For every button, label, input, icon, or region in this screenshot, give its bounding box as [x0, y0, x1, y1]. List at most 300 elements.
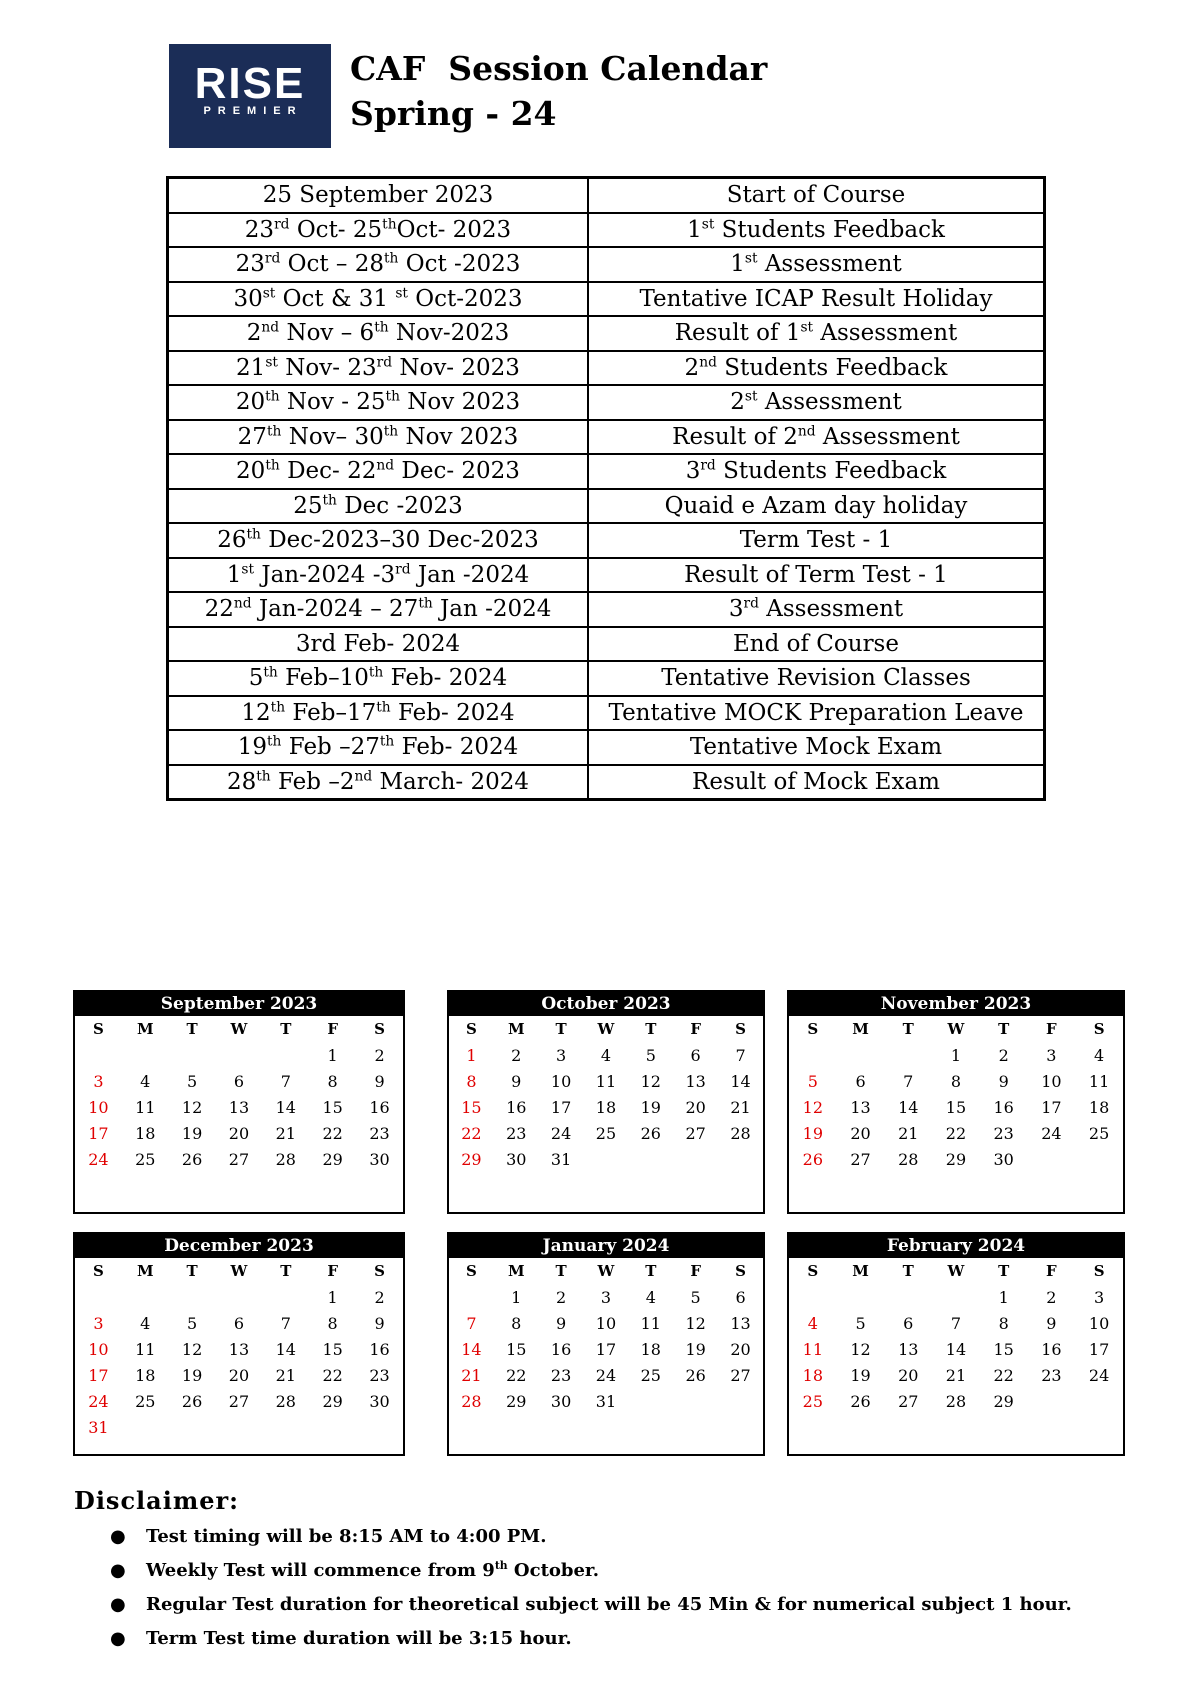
calendar-day [216, 1284, 263, 1310]
calendar-day: 3 [1046, 1045, 1057, 1065]
calendar-day [932, 1284, 980, 1310]
weekday-header: W [597, 1020, 615, 1038]
calendar-day: 17 [1041, 1097, 1062, 1117]
calendar-day: 28 [898, 1149, 919, 1169]
calendar-day: 13 [228, 1097, 250, 1117]
calendar-day [122, 1414, 169, 1440]
calendar-day: 1 [998, 1287, 1009, 1307]
weekday-header: T [280, 1020, 292, 1038]
calendar-week [449, 1094, 763, 1120]
calendar-day: 8 [998, 1313, 1009, 1333]
calendar-day [718, 1388, 763, 1414]
calendar-day: 11 [1088, 1071, 1110, 1091]
calendar-day: 18 [640, 1339, 661, 1359]
bullet-icon: ● [110, 1526, 126, 1547]
calendar-day: 3 [1094, 1287, 1105, 1307]
calendar-day: 12 [640, 1071, 661, 1091]
calendar-day [169, 1042, 216, 1068]
calendar-day: 11 [135, 1339, 156, 1359]
calendar-day: 1 [327, 1045, 338, 1065]
calendar-day [884, 1284, 932, 1310]
schedule-date: 27th Nov– 30th Nov 2023 [168, 420, 589, 455]
weekday-header: T [902, 1020, 914, 1038]
calendar-day [1028, 1388, 1076, 1414]
calendar-day [789, 1284, 837, 1310]
calendar-day: 6 [233, 1313, 245, 1333]
disclaimer-item: ● Test timing will be 8:15 AM to 4:00 PM. [146, 1520, 1072, 1554]
calendar-day: 25 [1088, 1123, 1110, 1143]
calendar-day: 19 [640, 1097, 661, 1117]
schedule-date: 12th Feb–17th Feb- 2024 [168, 696, 589, 731]
calendar-day: 18 [1088, 1097, 1110, 1117]
disclaimer-list [98, 1520, 1072, 1656]
calendar-day: 17 [88, 1365, 109, 1385]
month-calendar-title: January 2024 [449, 1234, 763, 1258]
schedule-row [168, 592, 1045, 627]
calendar-day: 26 [850, 1391, 871, 1411]
weekday-header: W [230, 1020, 248, 1038]
schedule-event: 1st Assessment [588, 247, 1045, 282]
schedule-event: Tentative ICAP Result Holiday [588, 282, 1045, 317]
schedule-event: Tentative MOCK Preparation Leave [588, 696, 1045, 731]
schedule-event: 3rd Students Feedback [588, 454, 1045, 489]
schedule-row [168, 696, 1045, 731]
calendar-week [75, 1388, 403, 1414]
calendar-week [449, 1388, 763, 1414]
calendar-day: 2 [556, 1287, 567, 1307]
calendar-day: 30 [550, 1391, 572, 1411]
calendar-week [75, 1414, 403, 1440]
calendar-day: 11 [640, 1313, 661, 1333]
calendar-day: 9 [374, 1313, 385, 1333]
month-calendar [73, 990, 405, 1214]
calendar-day: 4 [1094, 1045, 1105, 1065]
calendar-week [75, 1336, 403, 1362]
calendar-day: 25 [802, 1391, 824, 1411]
weekday-header: W [947, 1020, 965, 1038]
month-calendar [73, 1232, 405, 1456]
schedule-event: Result of 2nd Assessment [588, 420, 1045, 455]
calendar-week [75, 1042, 403, 1068]
schedule-row [168, 454, 1045, 489]
calendar-day: 25 [595, 1123, 617, 1143]
disclaimer-item: ● Weekly Test will commence from 9th October. [146, 1554, 1072, 1588]
schedule-row [168, 213, 1045, 248]
calendar-day: 5 [187, 1313, 198, 1333]
calendar-week [449, 1146, 763, 1172]
weekday-header: S [1093, 1262, 1105, 1280]
weekday-header: S [807, 1020, 819, 1038]
weekday-header: S [374, 1262, 385, 1280]
calendar-day: 11 [802, 1339, 824, 1359]
weekday-header: S [374, 1020, 385, 1038]
calendar-day: 27 [850, 1149, 871, 1169]
calendar-day: 27 [228, 1149, 250, 1169]
month-calendar [447, 1232, 765, 1456]
schedule-row [168, 316, 1045, 351]
weekday-header: S [1093, 1020, 1105, 1038]
calendar-day: 16 [369, 1097, 390, 1117]
calendar-day: 23 [550, 1365, 572, 1385]
month-calendar-title: October 2023 [449, 992, 763, 1016]
weekday-header: S [735, 1020, 746, 1038]
calendar-day: 30 [369, 1149, 390, 1169]
schedule-row [168, 489, 1045, 524]
schedule-date: 21st Nov- 23rd Nov- 2023 [168, 351, 589, 386]
calendar-day: 13 [685, 1071, 706, 1091]
calendar-day: 6 [690, 1045, 701, 1065]
calendar-day: 10 [88, 1097, 109, 1117]
schedule-event: End of Course [588, 627, 1045, 662]
schedule-date: 23rd Oct- 25thOct- 2023 [168, 213, 589, 248]
calendar-day: 26 [181, 1149, 203, 1169]
calendar-day: 18 [595, 1097, 617, 1117]
calendar-day: 3 [556, 1045, 567, 1065]
calendar-day: 28 [730, 1123, 751, 1143]
calendar-day: 4 [140, 1071, 151, 1091]
schedule-date: 1st Jan-2024 -3rd Jan -2024 [168, 558, 589, 593]
weekday-header: S [735, 1262, 746, 1280]
calendar-day: 25 [135, 1149, 156, 1169]
calendar-day: 24 [88, 1391, 109, 1411]
calendar-day: 15 [461, 1097, 482, 1117]
page-title [350, 46, 767, 136]
calendar-week [449, 1042, 763, 1068]
calendar-day [1075, 1146, 1123, 1172]
calendar-day: 1 [466, 1045, 477, 1065]
calendar-day [673, 1388, 718, 1414]
weekday-header: S [807, 1262, 819, 1280]
calendar-day: 1 [950, 1045, 962, 1065]
calendar-week [449, 1336, 763, 1362]
schedule-date: 3rd Feb- 2024 [168, 627, 589, 662]
calendar-day [309, 1414, 356, 1440]
calendar-day: 22 [322, 1123, 343, 1143]
calendar-day: 17 [1088, 1339, 1110, 1359]
calendar-day: 4 [140, 1313, 151, 1333]
schedule-date: 22nd Jan-2024 – 27th Jan -2024 [168, 592, 589, 627]
calendar-day [1075, 1388, 1123, 1414]
calendar-day: 24 [1088, 1365, 1110, 1385]
calendar-day: 18 [802, 1365, 824, 1385]
schedule-date: 25th Dec -2023 [168, 489, 589, 524]
weekday-header: S [466, 1262, 477, 1280]
calendar-day: 9 [998, 1071, 1009, 1091]
calendar-day [1028, 1146, 1076, 1172]
weekday-header: T [280, 1262, 292, 1280]
calendar-day: 12 [850, 1339, 871, 1359]
schedule-event: 2st Assessment [588, 385, 1045, 420]
schedule-date: 25 September 2023 [168, 178, 589, 213]
schedule-event: Result of Mock Exam [588, 765, 1045, 800]
calendar-day: 19 [802, 1123, 824, 1143]
weekday-header: T [645, 1262, 657, 1280]
schedule-date: 5th Feb–10th Feb- 2024 [168, 661, 589, 696]
calendar-day: 31 [595, 1391, 617, 1411]
calendar-day: 22 [945, 1123, 967, 1143]
calendar-day: 9 [374, 1071, 385, 1091]
weekday-header: W [230, 1262, 248, 1280]
calendar-day: 19 [181, 1123, 203, 1143]
calendar-day: 14 [275, 1339, 296, 1359]
schedule-date: 19th Feb –27th Feb- 2024 [168, 730, 589, 765]
weekday-header: T [902, 1262, 914, 1280]
calendar-day: 28 [275, 1149, 296, 1169]
calendar-day: 5 [807, 1071, 818, 1091]
bullet-icon: ● [110, 1560, 126, 1581]
title-line-1: CAF Session Calendar [350, 49, 768, 88]
weekday-header: M [507, 1020, 525, 1038]
calendar-day: 23 [506, 1123, 527, 1143]
schedule-row [168, 765, 1045, 800]
calendar-day: 9 [1046, 1313, 1057, 1333]
calendar-week [75, 1068, 403, 1094]
calendar-day: 23 [1041, 1365, 1062, 1385]
weekday-header: S [93, 1020, 104, 1038]
calendar-day [122, 1042, 169, 1068]
calendar-week [449, 1068, 763, 1094]
calendar-day: 6 [233, 1071, 245, 1091]
calendar-day: 23 [369, 1123, 390, 1143]
calendar-day: 27 [898, 1391, 919, 1411]
calendar-day: 29 [993, 1391, 1014, 1411]
schedule-date: 28th Feb –2nd March- 2024 [168, 765, 589, 800]
calendar-day: 14 [275, 1097, 296, 1117]
schedule-event: 1st Students Feedback [588, 213, 1045, 248]
calendar-day: 8 [950, 1071, 962, 1091]
calendar-day: 3 [93, 1313, 104, 1333]
calendar-day: 30 [506, 1149, 527, 1169]
calendar-day [262, 1414, 309, 1440]
calendar-week [75, 1310, 403, 1336]
calendar-day: 24 [88, 1149, 109, 1169]
calendar-day: 7 [280, 1313, 291, 1333]
logo-main-text: RISE [194, 59, 306, 108]
calendar-day: 14 [898, 1097, 919, 1117]
calendar-week [449, 1310, 763, 1336]
calendar-day [884, 1042, 932, 1068]
calendar-day: 27 [685, 1123, 706, 1143]
calendar-day: 28 [945, 1391, 967, 1411]
calendar-day: 15 [322, 1097, 343, 1117]
calendar-day [122, 1284, 169, 1310]
calendar-day: 21 [461, 1365, 482, 1385]
calendar-day: 21 [945, 1365, 967, 1385]
calendar-day: 14 [945, 1339, 967, 1359]
calendar-day: 12 [802, 1097, 824, 1117]
calendar-day [584, 1146, 629, 1172]
weekday-header: S [466, 1020, 477, 1038]
calendar-day: 21 [898, 1123, 919, 1143]
calendar-day [262, 1042, 309, 1068]
schedule-row [168, 385, 1045, 420]
rise-premier-logo [169, 44, 331, 148]
calendar-day: 26 [181, 1391, 203, 1411]
bullet-icon: ● [110, 1594, 126, 1615]
weekday-header: T [186, 1020, 198, 1038]
calendar-day [262, 1284, 309, 1310]
calendar-day: 5 [187, 1071, 198, 1091]
month-calendar-title: September 2023 [75, 992, 403, 1016]
calendar-day: 15 [506, 1339, 527, 1359]
calendar-day: 12 [181, 1339, 203, 1359]
weekday-header: F [327, 1020, 338, 1038]
calendar-day: 22 [461, 1123, 482, 1143]
schedule-row [168, 178, 1045, 213]
calendar-day: 10 [1088, 1313, 1110, 1333]
calendar-day: 17 [550, 1097, 572, 1117]
calendar-week [75, 1362, 403, 1388]
weekday-header: F [327, 1262, 338, 1280]
calendar-day: 13 [898, 1339, 919, 1359]
calendar-week [449, 1120, 763, 1146]
schedule-table [166, 176, 1046, 801]
calendar-week [789, 1388, 1123, 1414]
calendar-day [356, 1414, 403, 1440]
schedule-event: Result of Term Test - 1 [588, 558, 1045, 593]
calendar-day: 5 [645, 1045, 656, 1065]
calendar-day: 9 [511, 1071, 522, 1091]
calendar-day: 2 [1046, 1287, 1057, 1307]
calendar-day: 29 [945, 1149, 967, 1169]
calendar-week [449, 1284, 763, 1310]
calendar-day: 8 [466, 1071, 477, 1091]
calendar-day: 24 [595, 1365, 617, 1385]
disclaimer-title: Disclaimer: [74, 1486, 240, 1515]
calendar-day: 13 [228, 1339, 250, 1359]
title-line-2: Spring - 24 [350, 94, 557, 133]
weekday-header: W [597, 1262, 615, 1280]
schedule-event: Term Test - 1 [588, 523, 1045, 558]
calendar-day: 4 [600, 1045, 612, 1065]
weekday-header: T [186, 1262, 198, 1280]
calendar-week [789, 1284, 1123, 1310]
calendar-day: 20 [228, 1365, 250, 1385]
calendar-day: 16 [550, 1339, 572, 1359]
weekday-header: F [1046, 1262, 1057, 1280]
calendar-day [169, 1284, 216, 1310]
calendar-day [628, 1388, 673, 1414]
calendar-week [789, 1042, 1123, 1068]
calendar-day: 22 [506, 1365, 527, 1385]
schedule-row [168, 627, 1045, 662]
calendar-day: 10 [595, 1313, 617, 1333]
calendar-day [75, 1042, 122, 1068]
schedule-date: 23rd Oct – 28th Oct -2023 [168, 247, 589, 282]
weekday-header: F [1046, 1020, 1057, 1038]
schedule-row [168, 282, 1045, 317]
calendar-week [789, 1146, 1123, 1172]
calendar-day: 20 [685, 1097, 706, 1117]
calendar-week [449, 1362, 763, 1388]
schedule-date: 20th Nov - 25th Nov 2023 [168, 385, 589, 420]
weekday-header: T [998, 1020, 1010, 1038]
calendar-week [75, 1146, 403, 1172]
calendar-week [75, 1284, 403, 1310]
month-calendar [787, 1232, 1125, 1456]
calendar-day: 26 [640, 1123, 661, 1143]
calendar-day: 28 [275, 1391, 296, 1411]
disclaimer-item: ● Regular Test duration for theoretical subject will be 45 Min & for numerical subject 1 hour. [146, 1588, 1072, 1622]
calendar-day: 23 [993, 1123, 1014, 1143]
calendar-day: 21 [275, 1365, 296, 1385]
calendar-day: 16 [993, 1097, 1014, 1117]
calendar-day: 16 [369, 1339, 390, 1359]
calendar-week [75, 1120, 403, 1146]
schedule-event: Tentative Mock Exam [588, 730, 1045, 765]
calendar-day: 22 [993, 1365, 1014, 1385]
schedule-row [168, 523, 1045, 558]
calendar-day: 9 [556, 1313, 567, 1333]
calendar-day: 31 [88, 1417, 109, 1437]
calendar-day [75, 1284, 122, 1310]
calendar-day [837, 1042, 885, 1068]
schedule-event: 3rd Assessment [588, 592, 1045, 627]
calendar-day: 30 [993, 1149, 1014, 1169]
calendar-day: 10 [550, 1071, 572, 1091]
calendar-day: 2 [998, 1045, 1009, 1065]
calendar-day: 21 [275, 1123, 296, 1143]
calendar-week [789, 1120, 1123, 1146]
schedule-event: 2nd Students Feedback [588, 351, 1045, 386]
calendar-day: 18 [135, 1123, 156, 1143]
calendar-day [718, 1146, 763, 1172]
month-calendar-title: November 2023 [789, 992, 1123, 1016]
calendar-day: 10 [88, 1339, 109, 1359]
weekday-header: T [998, 1262, 1010, 1280]
calendar-day [169, 1414, 216, 1440]
calendar-day: 14 [730, 1071, 751, 1091]
calendar-day: 22 [322, 1365, 343, 1385]
calendar-day: 28 [461, 1391, 482, 1411]
schedule-event: Result of 1st Assessment [588, 316, 1045, 351]
calendar-day [449, 1284, 494, 1310]
calendar-day: 7 [735, 1045, 746, 1065]
calendar-day: 19 [181, 1365, 203, 1385]
schedule-row [168, 247, 1045, 282]
calendar-week [789, 1336, 1123, 1362]
calendar-day: 27 [730, 1365, 751, 1385]
weekday-header: T [555, 1020, 567, 1038]
schedule-row [168, 558, 1045, 593]
calendar-day: 29 [461, 1149, 482, 1169]
calendar-day: 16 [1041, 1339, 1062, 1359]
calendar-day: 29 [322, 1391, 343, 1411]
calendar-day [673, 1146, 718, 1172]
calendar-week [789, 1310, 1123, 1336]
calendar-day [837, 1284, 885, 1310]
calendar-day: 19 [685, 1339, 706, 1359]
month-calendar-title: December 2023 [75, 1234, 403, 1258]
calendar-day: 29 [322, 1149, 343, 1169]
calendar-day: 18 [135, 1365, 156, 1385]
calendar-day: 6 [903, 1313, 914, 1333]
weekday-header: M [852, 1020, 869, 1038]
calendar-day: 7 [280, 1071, 291, 1091]
calendar-day: 15 [945, 1097, 967, 1117]
schedule-row [168, 661, 1045, 696]
calendar-day: 10 [1041, 1071, 1062, 1091]
calendar-day: 8 [511, 1313, 522, 1333]
weekday-header: M [136, 1020, 154, 1038]
calendar-day [216, 1414, 263, 1440]
calendar-day: 24 [550, 1123, 572, 1143]
calendar-day: 2 [511, 1045, 522, 1065]
calendar-day: 25 [135, 1391, 156, 1411]
calendar-day: 4 [807, 1313, 818, 1333]
calendar-day: 30 [369, 1391, 390, 1411]
month-calendar [447, 990, 765, 1214]
